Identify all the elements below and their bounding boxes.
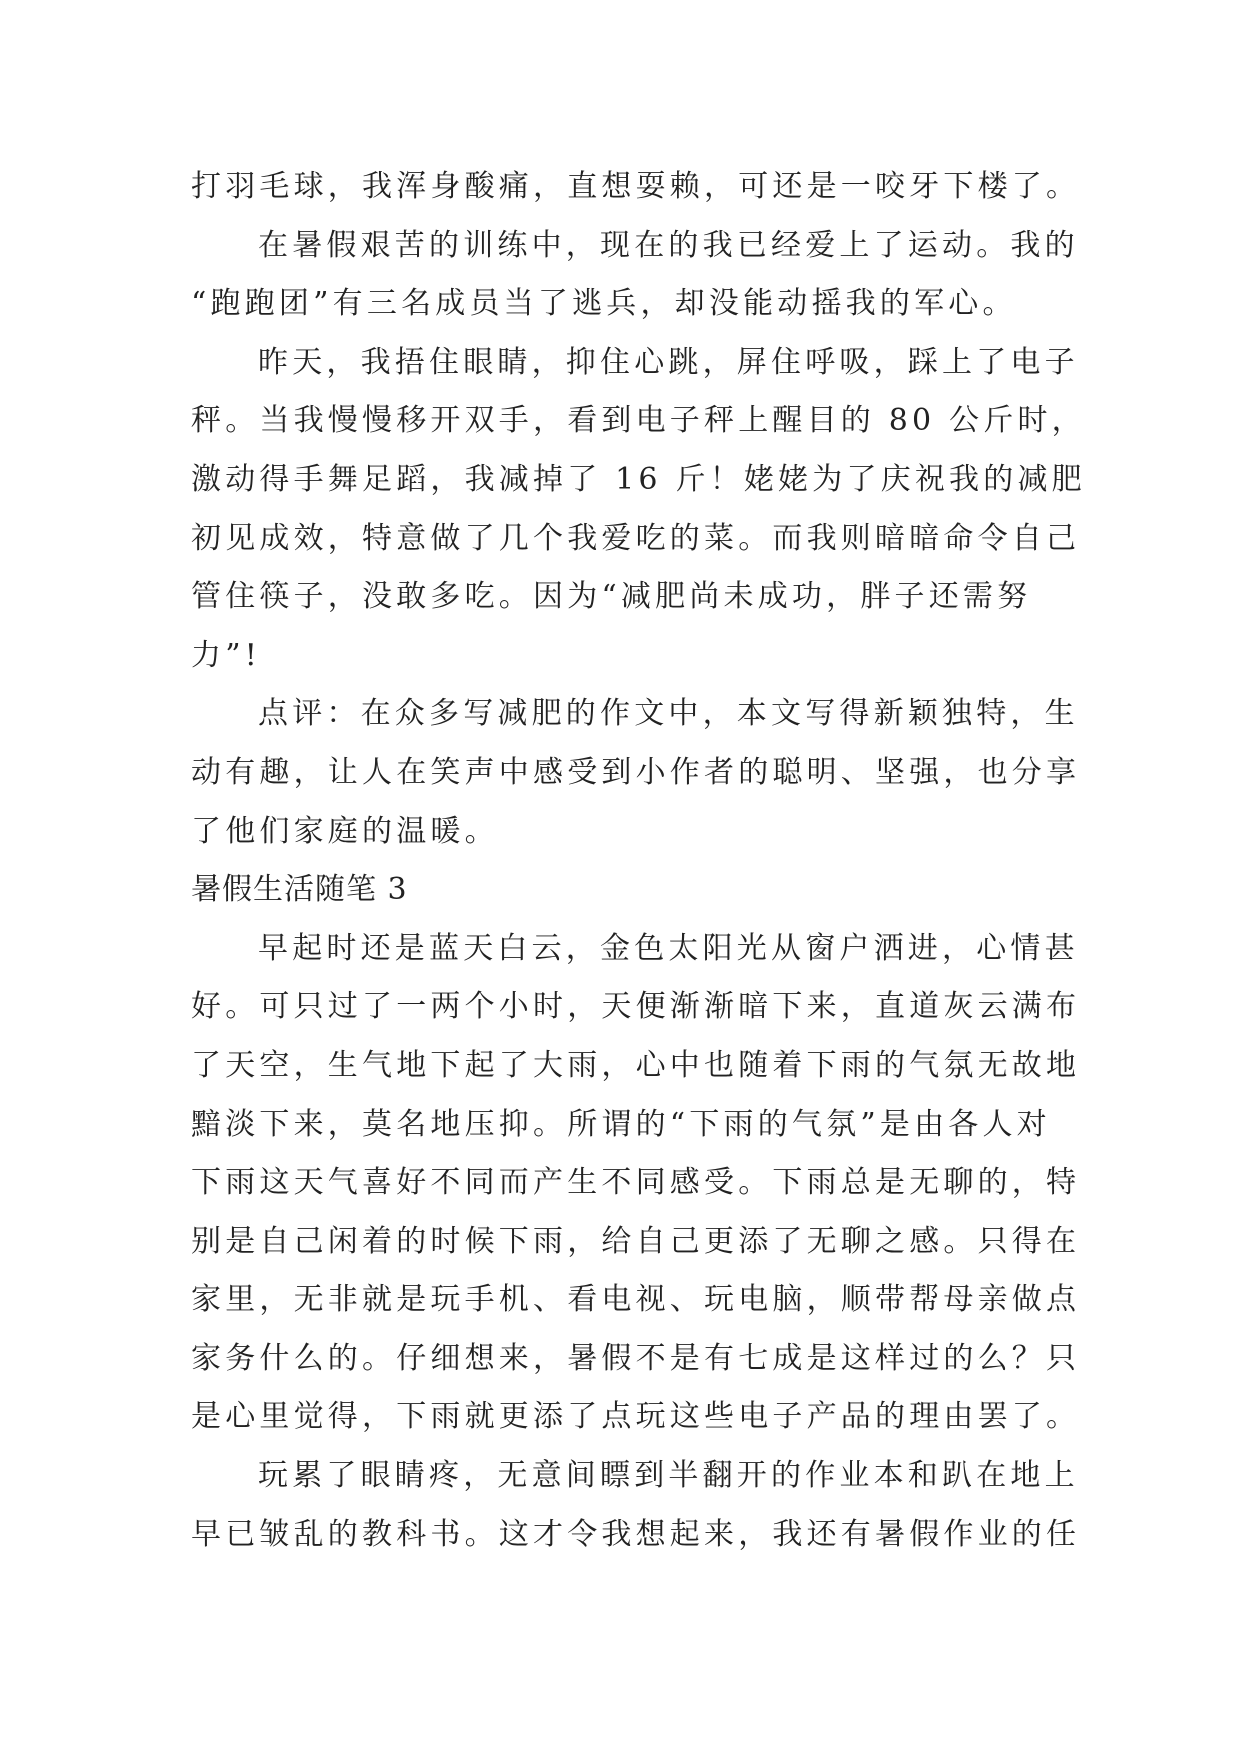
text-line: 早已皱乱的教科书。这才令我想起来，我还有暑假作业的任: [191, 1516, 1081, 1552]
section-heading: 暑假生活随笔 3: [191, 872, 408, 908]
text-line: 昨天，我捂住眼睛，抑住心跳，屏住呼吸，踩上了电子: [258, 344, 1079, 380]
text-line: 是心里觉得，下雨就更添了点玩这些电子产品的理由罢了。: [191, 1399, 1081, 1435]
text-line: 初见成效，特意做了几个我爱吃的菜。而我则暗暗命令自己: [191, 520, 1081, 556]
text-line: 管住筷子，没敢多吃。因为“减肥尚未成功，胖子还需努: [191, 579, 1032, 615]
text-line: 力”!: [191, 637, 261, 673]
text-line: “跑跑团”有三名成员当了逃兵，却没能动摇我的军心。: [191, 286, 1017, 322]
text-line: 家务什么的。仔细想来，暑假不是有七成是这样过的么？只: [191, 1340, 1081, 1376]
text-line: 早起时还是蓝天白云，金色太阳光从窗户洒进，心情甚: [258, 930, 1079, 966]
text-line: 家里，无非就是玩手机、看电视、玩电脑，顺带帮母亲做点: [191, 1282, 1081, 1318]
text-line: 打羽毛球，我浑身酸痛，直想耍赖，可还是一咬牙下楼了。: [191, 169, 1081, 204]
text-line: 下雨这天气喜好不同而产生不同感受。下雨总是无聊的，特: [191, 1165, 1081, 1201]
text-line: 黯淡下来，莫名地压抑。所谓的“下雨的气氛”是由各人对: [191, 1106, 1051, 1142]
comment-line: 了他们家庭的温暖。: [191, 813, 499, 849]
text-line: 好。可只过了一两个小时，天便渐渐暗下来，直道灰云满布: [191, 989, 1081, 1025]
comment-line: 点评：在众多写减肥的作文中，本文写得新颖独特，生: [258, 696, 1079, 732]
text-line: 别是自己闲着的时候下雨，给自己更添了无聊之感。只得在: [191, 1223, 1081, 1259]
text-line: 激动得手舞足蹈，我减掉了 16 斤！姥姥为了庆祝我的减肥: [191, 461, 1086, 497]
text-line: 了天空，生气地下起了大雨，心中也随着下雨的气氛无故地: [191, 1047, 1081, 1083]
document-body: [191, 158, 1091, 1564]
text-line: 玩累了眼睛疼，无意间瞟到半翻开的作业本和趴在地上: [258, 1458, 1079, 1494]
comment-line: 动有趣，让人在笑声中感受到小作者的聪明、坚强，也分享: [191, 754, 1081, 790]
text-line: 秤。当我慢慢移开双手，看到电子秤上醒目的 80 公斤时，: [191, 403, 1086, 439]
text-line: 在暑假艰苦的训练中，现在的我已经爱上了运动。我的: [258, 227, 1079, 263]
